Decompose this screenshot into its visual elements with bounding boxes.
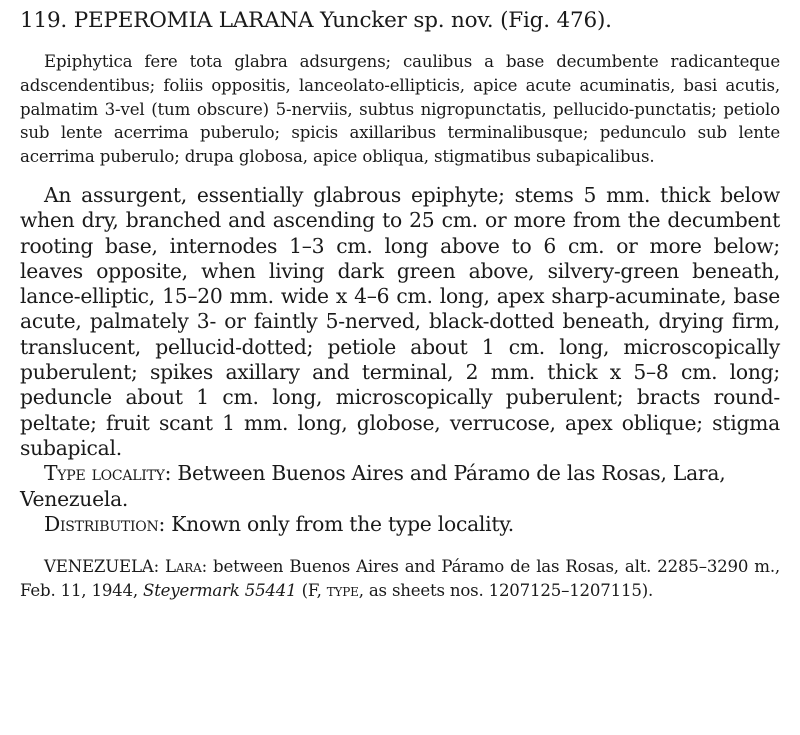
species-author: Yuncker sp. nov. [320, 8, 494, 33]
specimen-citation: VENEZUELA: Lara: between Buenos Aires and Páramo de las Rosas, alt. 2285–3290 m., Feb. 11, 1944, Steyermark 55441 (F, type, as sheets nos. 1207125–1207115). [20, 557, 780, 600]
specimen-locality: : between Buenos Aires and Páramo de las Rosas, alt. 2285–3290 m., Feb. 11, 1944, [20, 557, 780, 600]
distribution-text: : Known only from the type locality. [158, 511, 514, 536]
specimen-country: VENEZUELA [44, 557, 154, 577]
specimen-state: Lara [165, 557, 202, 577]
type-locality-label: Type locality [44, 461, 165, 486]
species-number: 119. [20, 8, 68, 33]
specimen-sheets: , as sheets nos. 1207125–1207115). [358, 580, 654, 600]
species-name: PEPEROMIA LARANA [73, 8, 314, 33]
type-locality [20, 461, 780, 512]
distribution [20, 512, 780, 537]
type-locality-text: : Between Buenos Aires and Páramo de las Rosas, Lara, Venezuela. [20, 461, 726, 511]
specimen-collector: Steyermark 55441 [143, 580, 297, 600]
specimen-herbarium: (F, [296, 580, 327, 600]
distribution-label: Distribution [44, 511, 159, 536]
specimen-type-label: type [326, 580, 359, 600]
species-heading [20, 6, 780, 36]
latin-diagnosis: Epiphytica fere tota glabra adsurgens; caulibus a base decumbente radicanteque adscendentibus; foliis oppositis, lanceolato-ellipticis, apice acute acuminatis, basi acutis, palmatim 3-vel (tum obscure) 5-nerviis, subtus nigropunctatis, pellucido-punctatis; petiolo sub lente acerrima puberulo; spicis axillaribus terminalibusque; pedunculo sub lente acerrima puberulo; drupa globosa, apice obliqua, stigmatibus subapicalibus. [20, 52, 780, 167]
english-description: An assurgent, essentially glabrous epiphyte; stems 5 mm. thick below when dry, branched and ascending to 25 cm. or more from the decumbent rooting base, internodes 1–3 cm. long above to 6 cm. or more below; leaves opposite, when living dark green above, silvery-green beneath, lance-elliptic, 15–20 mm. wide x 4–6 cm. long, apex sharp-acuminate, base acute, palmately 3- or faintly 5-nerved, black-dotted beneath, drying firm, translucent, pellucid-dotted; petiole about 1 cm. long, microscopically puberulent; spikes axillary and terminal, 2 mm. thick x 5–8 cm. long; peduncle about 1 cm. long, microscopically puberulent; bracts round-peltate; fruit scant 1 mm. long, globose, verrucose, apex oblique; stigma subapical. [20, 182, 780, 460]
figure-reference: (Fig. 476). [500, 8, 612, 33]
